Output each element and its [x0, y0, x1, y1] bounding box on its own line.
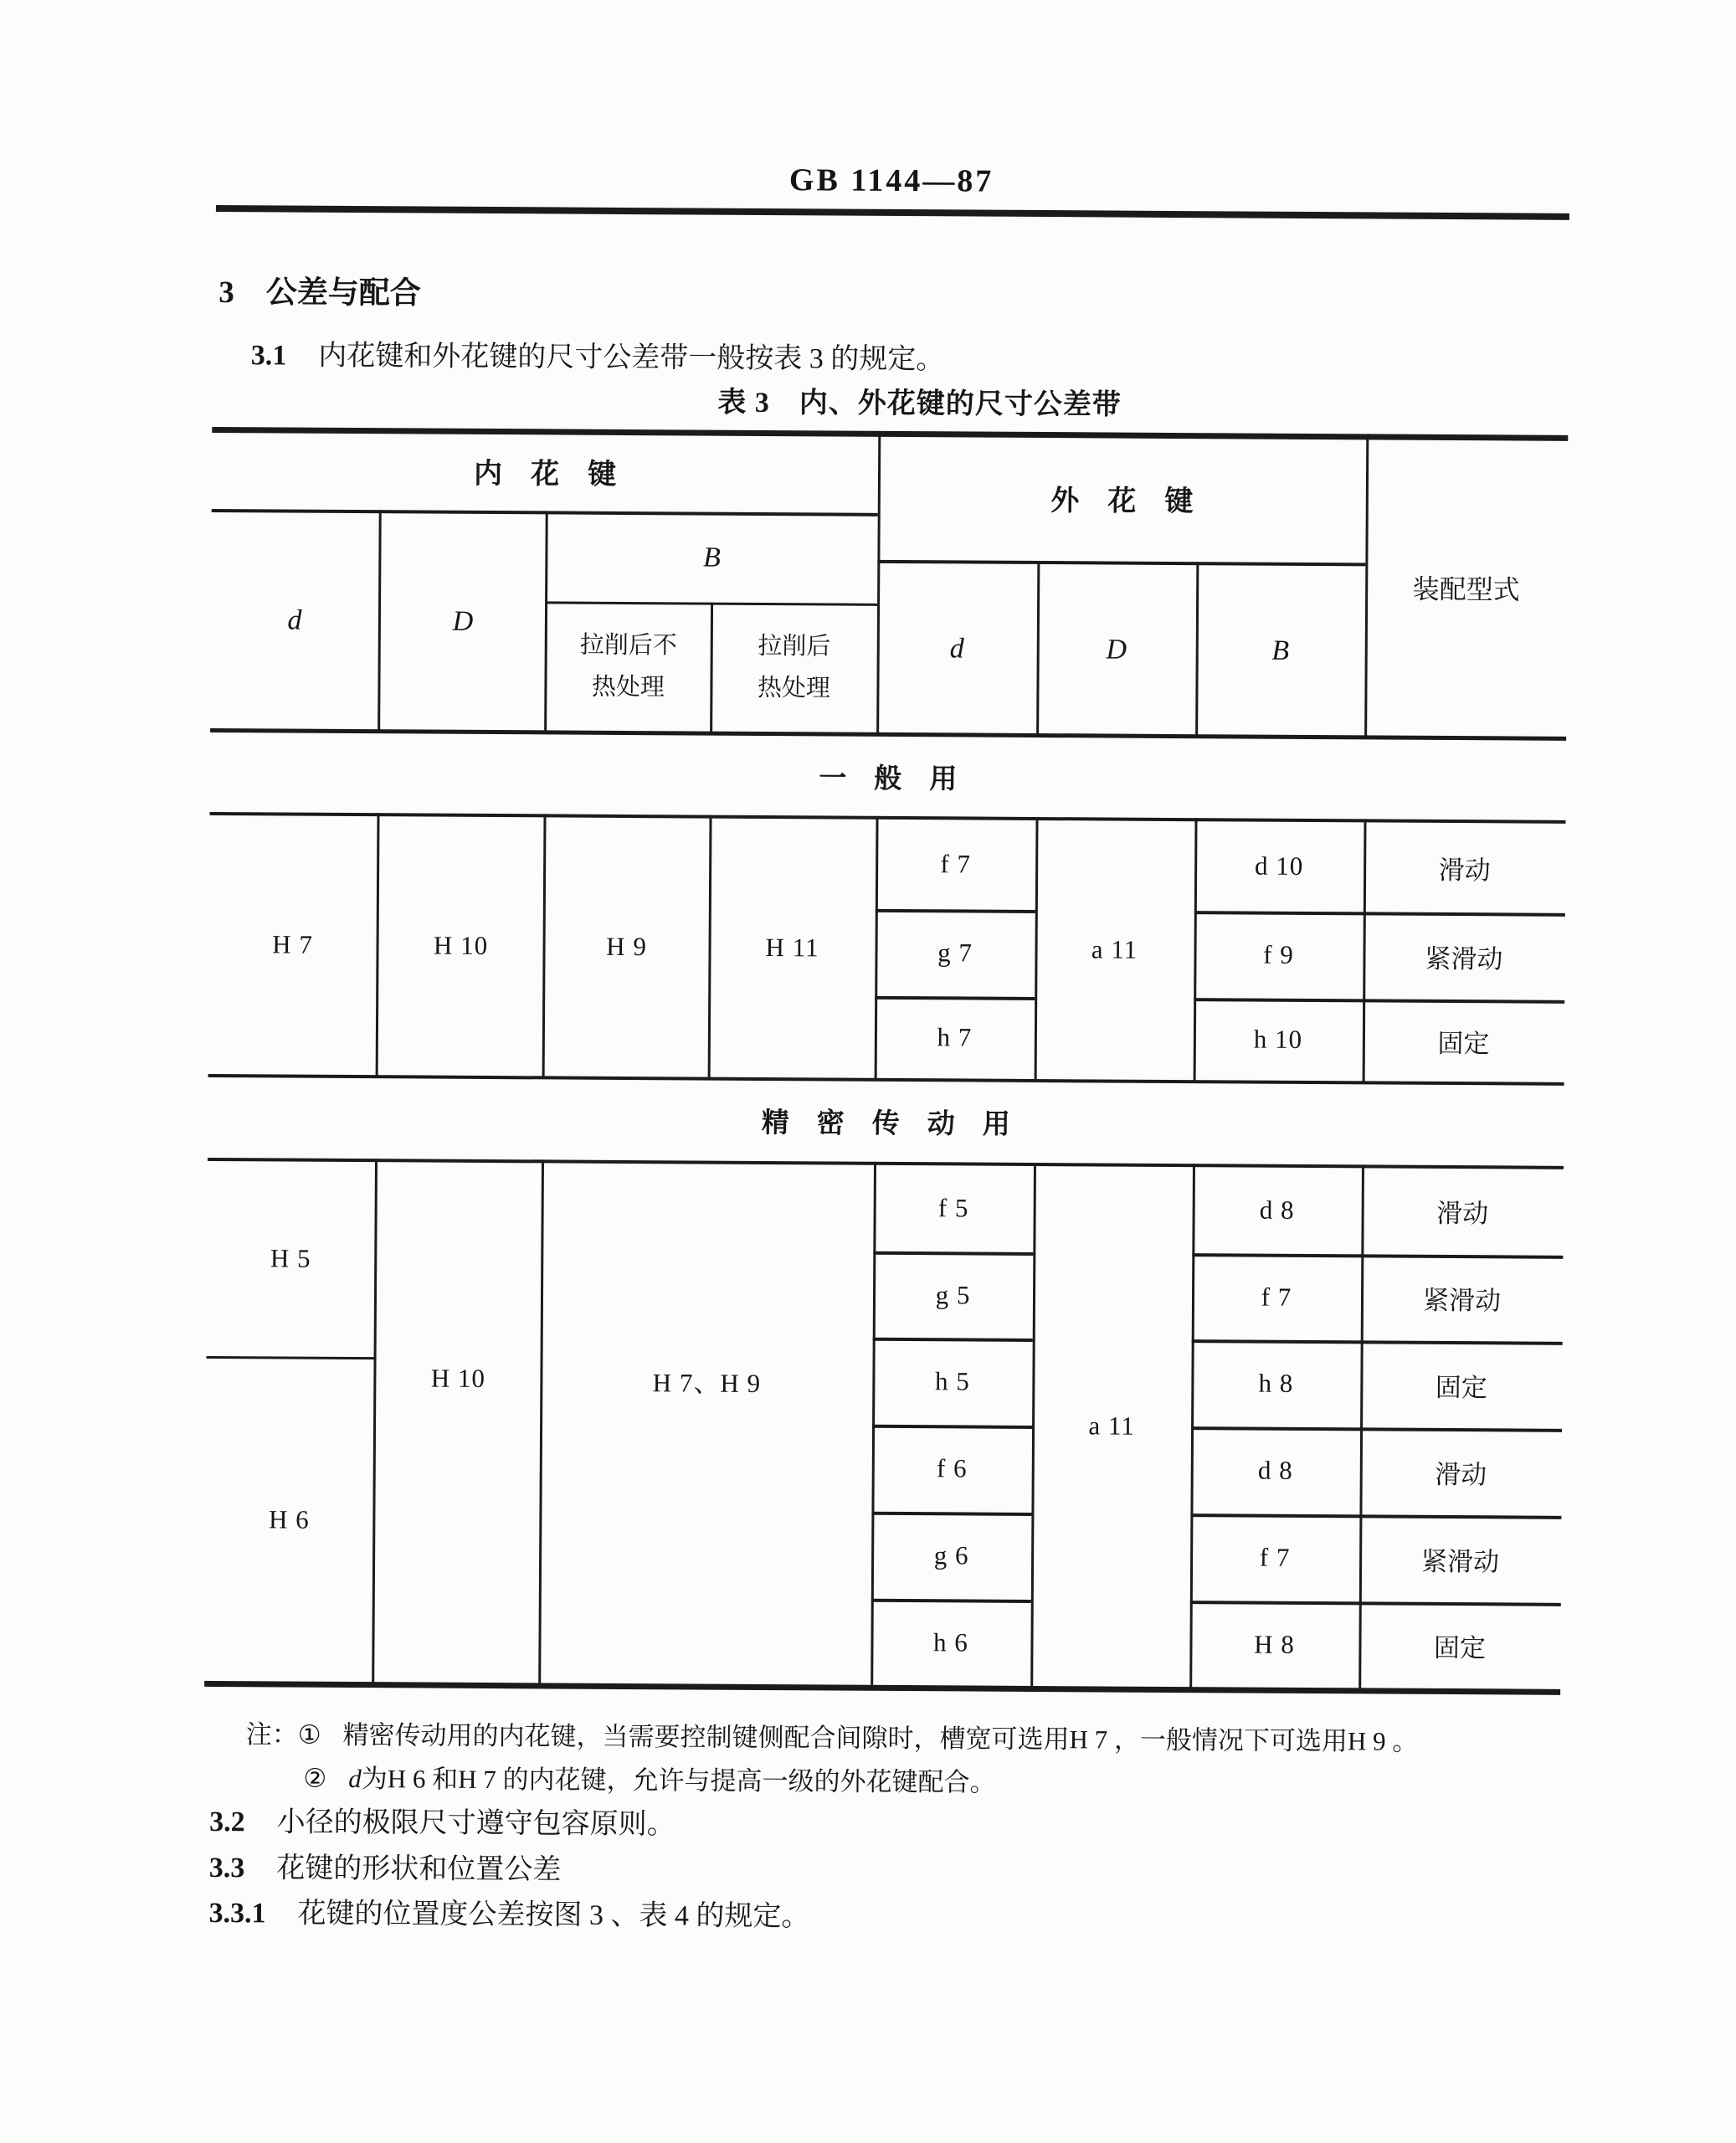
subheader-line1: 拉削后 — [758, 633, 831, 660]
band-general-use: 一 般 用 — [819, 763, 958, 794]
note-1-marker: ① — [297, 1719, 321, 1750]
cell-precision-external-d-row4: f 6 — [936, 1453, 968, 1483]
col-header-external-d: d — [949, 632, 964, 664]
section-3-2-number: 3.2 — [209, 1806, 245, 1838]
section-3-heading — [218, 266, 421, 312]
cell-general-internal-D: H 10 — [433, 930, 489, 960]
cell-general-internal-d: H 7 — [272, 929, 313, 959]
cell-precision-fit-row6: 固定 — [1433, 1632, 1487, 1663]
header-rule — [216, 205, 1569, 220]
cell-precision-fit-row5: 紧滑动 — [1420, 1546, 1500, 1576]
cell-precision-external-B-row3: h 8 — [1258, 1368, 1294, 1398]
col-header-internal-D: D — [452, 605, 474, 637]
cell-general-external-d-row3: h 7 — [937, 1022, 973, 1052]
section-3-3-1-number: 3.3.1 — [208, 1897, 266, 1930]
cell-general-internal-B-treated: H 11 — [765, 933, 819, 963]
col-header-broached-heat-treated — [711, 604, 877, 732]
section-3-number: 3 — [218, 275, 234, 311]
section-3-3-number: 3.3 — [208, 1852, 245, 1884]
note-1-text: 精密传动用的内花键，当需要控制键侧配合间隙时，槽宽可选用H 7 ，一般情况下可选用H 9 。 — [342, 1719, 1419, 1756]
cell-precision-internal-d-H5: H 5 — [270, 1242, 311, 1273]
note-2-marker: ② — [303, 1763, 327, 1793]
section-3-1 — [251, 331, 945, 377]
section-3-1-number: 3.1 — [250, 340, 287, 372]
cell-general-external-d-row1: f 7 — [940, 849, 972, 879]
cell-precision-external-B-row1: d 8 — [1259, 1195, 1295, 1225]
band-precision-transmission-use: 精 密 传 动 用 — [761, 1107, 1010, 1140]
note-2-italic-d: d — [348, 1763, 362, 1794]
cell-precision-external-B-row4: d 8 — [1257, 1455, 1293, 1485]
group-header-internal-spline: 内 花 键 — [473, 458, 617, 491]
cell-general-fit-row1: 滑动 — [1438, 855, 1491, 885]
cell-general-external-B-row2: f 9 — [1263, 939, 1294, 969]
subheader-line2: 热处理 — [757, 674, 831, 702]
cell-precision-external-B-row5: f 7 — [1259, 1542, 1291, 1572]
section-3-3 — [209, 1844, 562, 1888]
cell-precision-external-d-row3: h 5 — [934, 1366, 970, 1396]
cell-general-external-D: a 11 — [1091, 934, 1138, 964]
cell-general-fit-row3: 固定 — [1437, 1028, 1490, 1058]
subheader-line2: 热处理 — [591, 673, 665, 701]
cell-precision-fit-row1: 滑动 — [1436, 1198, 1489, 1229]
section-3-3-1 — [208, 1889, 809, 1934]
section-3-1-text: 内花键和外花键的尺寸公差带一般按表 3 的规定。 — [318, 340, 945, 376]
note-2-text: 为H 6 和H 7 的内花键，允许与提高一级的外花键配合。 — [361, 1764, 996, 1797]
col-header-internal-B: B — [702, 542, 721, 573]
cell-precision-external-d-row2: g 5 — [935, 1279, 971, 1310]
table-note-2 — [303, 1757, 995, 1799]
col-header-external-B: B — [1271, 635, 1290, 666]
cell-precision-fit-row2: 紧滑动 — [1422, 1285, 1502, 1316]
section-3-title: 公差与配合 — [265, 275, 421, 311]
section-3-2-text: 小径的极限尺寸遵守包容原则。 — [276, 1806, 675, 1841]
cell-general-external-d-row2: g 7 — [937, 938, 973, 968]
table-caption: 表 3 内、外花键的尺寸公差带 — [717, 387, 1122, 421]
cell-general-internal-B-not-treated: H 9 — [606, 931, 647, 962]
group-header-assembly-type: 装配型式 — [1412, 573, 1520, 605]
cell-precision-external-B-row6: H 8 — [1254, 1629, 1295, 1659]
doc-code: GB 1144—87 — [788, 162, 994, 199]
cell-precision-internal-D: H 10 — [430, 1363, 486, 1393]
section-3-3-text: 花键的形状和位置公差 — [276, 1853, 562, 1886]
cell-precision-internal-B-merged: H 7、H 9 — [652, 1367, 762, 1398]
cell-precision-fit-row3: 固定 — [1435, 1372, 1487, 1402]
section-3-2 — [209, 1798, 675, 1842]
cell-precision-fit-row4: 滑动 — [1435, 1459, 1487, 1489]
cell-precision-external-d-row5: g 6 — [933, 1540, 969, 1570]
cell-general-external-B-row3: h 10 — [1253, 1024, 1303, 1054]
cell-precision-internal-d-H6: H 6 — [268, 1504, 310, 1534]
col-header-internal-d: d — [287, 604, 302, 636]
cell-precision-external-d-row1: f 5 — [937, 1192, 969, 1223]
col-header-broached-not-heat-treated — [545, 603, 711, 731]
note-label: 注： — [245, 1719, 298, 1750]
cell-general-external-B-row1: d 10 — [1254, 851, 1304, 881]
subheader-line1: 拉削后不 — [579, 631, 677, 660]
group-header-external-spline: 外 花 键 — [1050, 486, 1194, 518]
table-note-1 — [246, 1713, 1419, 1758]
cell-general-fit-row2: 紧滑动 — [1425, 943, 1503, 974]
section-3-3-1-text: 花键的位置度公差按图 3 、表 4 的规定。 — [297, 1898, 810, 1933]
cell-precision-external-D: a 11 — [1088, 1410, 1135, 1441]
cell-precision-external-d-row6: h 6 — [933, 1627, 968, 1657]
col-header-external-D: D — [1106, 633, 1127, 666]
cell-precision-external-B-row2: f 7 — [1261, 1282, 1292, 1312]
